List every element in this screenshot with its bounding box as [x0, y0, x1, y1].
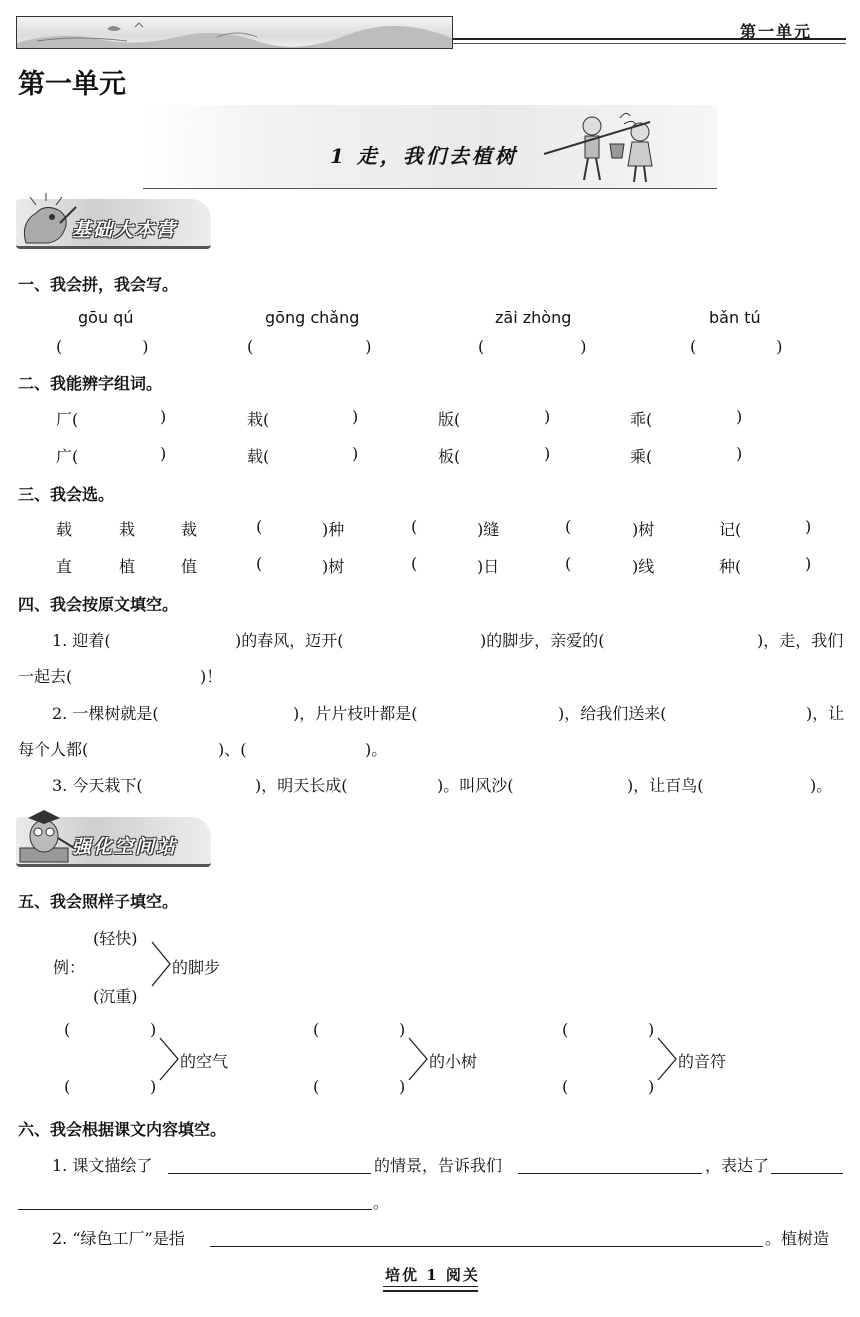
q2-item: 厂(: [56, 410, 79, 429]
q3-word: )种: [322, 520, 345, 539]
question-1-heading: 一、我会拼，我会写。: [18, 275, 179, 294]
q4-text: )，片片枝叶都是(: [293, 704, 418, 723]
q4-text: 每个人都(: [18, 740, 89, 759]
q1-answer-blank-4[interactable]: ( ): [690, 337, 783, 356]
q4-text: )，让: [806, 704, 845, 723]
q5-blank-close[interactable]: ): [399, 1020, 406, 1039]
q4-text: 一起去(: [18, 667, 73, 686]
q3-choice-char: 裁: [181, 520, 198, 539]
q6-answer-line-2[interactable]: [518, 1173, 702, 1174]
q1-pinyin-2: gōng chǎng: [265, 308, 360, 327]
question-6-heading: 六、我会根据课文内容填空。: [18, 1120, 227, 1139]
q3-word: )树: [322, 557, 345, 576]
angle-bracket-icon: [656, 1036, 680, 1082]
q2-item: 乖(: [630, 410, 653, 429]
q2-item: 广(: [56, 447, 79, 466]
q2-blank[interactable]: ): [736, 444, 743, 463]
q5-blank-close[interactable]: ): [150, 1077, 157, 1096]
q3-choice-char: 载: [56, 520, 73, 539]
section-badge-advanced-label: 强化空间站: [72, 836, 178, 858]
q2-item: 载(: [247, 447, 270, 466]
q5-blank-close[interactable]: ): [648, 1020, 655, 1039]
q5-blank-open[interactable]: (: [313, 1020, 320, 1039]
q2-blank[interactable]: ): [352, 407, 359, 426]
question-3-heading: 三、我会选。: [18, 485, 115, 504]
q3-word: )缝: [477, 520, 500, 539]
q4-text: )，让百鸟(: [627, 776, 704, 795]
q5-blank-open[interactable]: (: [562, 1077, 569, 1096]
q4-text: )的脚步，亲爱的(: [480, 631, 605, 650]
q1-answer-blank-1[interactable]: ( ): [56, 337, 149, 356]
q4-text: )！: [200, 667, 223, 686]
q4-text: 3. 今天栽下(: [52, 776, 143, 795]
owl-mascot-icon: [16, 808, 76, 870]
footer-rule-thick: [383, 1290, 478, 1292]
header-banner: [16, 16, 453, 49]
angle-bracket-icon: [150, 940, 174, 988]
q6-text: 。植树造: [765, 1229, 830, 1248]
q1-pinyin-4: bǎn tú: [709, 308, 761, 327]
q4-text: )。叫风沙(: [437, 776, 514, 795]
q2-blank[interactable]: ): [352, 444, 359, 463]
q6-text: ，表达了: [705, 1156, 770, 1175]
section-badge-basic-label: 基础大本营: [72, 219, 178, 241]
q5-example-bottom: (沉重): [93, 987, 138, 1006]
q2-blank[interactable]: ): [736, 407, 743, 426]
q2-blank[interactable]: ): [544, 444, 551, 463]
q2-item: 板(: [438, 447, 461, 466]
q3-blank-open[interactable]: (: [256, 554, 263, 573]
q5-tail-tree: 的小树: [429, 1052, 478, 1071]
q4-text: )的春风，迈开(: [235, 631, 344, 650]
question-4-heading: 四、我会按原文填空。: [18, 595, 179, 614]
q2-blank[interactable]: ): [160, 444, 167, 463]
q3-choice-char: 植: [119, 557, 136, 576]
q5-tail-notes: 的音符: [678, 1052, 727, 1071]
q6-text: 的情景，告诉我们: [374, 1156, 503, 1175]
q3-word: )线: [632, 557, 655, 576]
header-rule-thin: [453, 43, 846, 44]
footer-rule: [383, 1286, 478, 1287]
q3-word: )树: [632, 520, 655, 539]
q2-blank[interactable]: ): [544, 407, 551, 426]
q3-word: 记(: [719, 520, 742, 539]
q3-choice-char: 直: [56, 557, 73, 576]
q5-tail-air: 的空气: [180, 1052, 229, 1071]
q2-blank[interactable]: ): [160, 407, 167, 426]
dragon-mascot-icon: [16, 193, 78, 253]
q3-blank-open[interactable]: (: [411, 554, 418, 573]
q1-pinyin-3: zāi zhòng: [495, 308, 572, 327]
q5-example-label: 例：: [53, 958, 86, 977]
angle-bracket-icon: [407, 1036, 431, 1082]
lesson-title: 1 走，我们去植树: [330, 144, 518, 168]
q5-blank-open[interactable]: (: [64, 1020, 71, 1039]
q2-item: 版(: [438, 410, 461, 429]
q5-blank-open[interactable]: (: [562, 1020, 569, 1039]
q6-answer-line-3[interactable]: [771, 1173, 843, 1174]
children-planting-tree-icon: [540, 108, 670, 188]
q4-text: )、(: [218, 740, 247, 759]
q3-blank-open[interactable]: (: [565, 554, 572, 573]
q6-text: 。: [373, 1193, 390, 1212]
page-footer: 培优 1 阅关: [385, 1266, 480, 1284]
q6-answer-line-5[interactable]: [210, 1246, 763, 1247]
q1-pinyin-1: gōu qú: [78, 308, 134, 327]
q3-blank-open[interactable]: (: [565, 517, 572, 536]
q5-blank-close[interactable]: ): [648, 1077, 655, 1096]
q3-choice-char: 值: [181, 557, 198, 576]
q3-choice-char: 栽: [119, 520, 136, 539]
q6-answer-line-4[interactable]: [18, 1209, 372, 1210]
q5-example-tail: 的脚步: [172, 958, 221, 977]
q5-blank-close[interactable]: ): [150, 1020, 157, 1039]
q2-item: 乘(: [630, 447, 653, 466]
q1-answer-blank-2[interactable]: ( ): [247, 337, 372, 356]
q4-text: )。: [810, 776, 833, 795]
q5-blank-open[interactable]: (: [313, 1077, 320, 1096]
q2-item: 栽(: [247, 410, 270, 429]
landscape-decoration-icon: [17, 17, 453, 49]
q6-text: 1. 课文描绘了: [52, 1156, 153, 1175]
q3-word: )日: [477, 557, 500, 576]
q6-answer-line-1[interactable]: [168, 1173, 371, 1174]
question-2-heading: 二、我能辨字组词。: [18, 374, 163, 393]
q5-blank-open[interactable]: (: [64, 1077, 71, 1096]
q4-text: )。: [365, 740, 388, 759]
q5-blank-close[interactable]: ): [399, 1077, 406, 1096]
q4-text: )，走，我们: [757, 631, 844, 650]
q3-blank-close[interactable]: ): [805, 554, 812, 573]
q1-answer-blank-3[interactable]: ( ): [478, 337, 587, 356]
q3-blank-open[interactable]: (: [411, 517, 418, 536]
q3-blank-open[interactable]: (: [256, 517, 263, 536]
q4-text: 2. 一棵树就是(: [52, 704, 159, 723]
page-title: 第一单元: [18, 69, 126, 100]
q4-text: )，明天长成(: [255, 776, 348, 795]
q6-text: 2. “绿色工厂”是指: [52, 1229, 185, 1248]
q4-text: 1. 迎着(: [52, 631, 111, 650]
question-5-heading: 五、我会照样子填空。: [18, 892, 179, 911]
angle-bracket-icon: [158, 1036, 182, 1082]
q3-blank-close[interactable]: ): [805, 517, 812, 536]
q4-text: )，给我们送来(: [558, 704, 667, 723]
q5-example-top: (轻快): [93, 929, 138, 948]
q3-word: 种(: [719, 557, 742, 576]
header-unit-label: 第一单元: [740, 22, 813, 41]
